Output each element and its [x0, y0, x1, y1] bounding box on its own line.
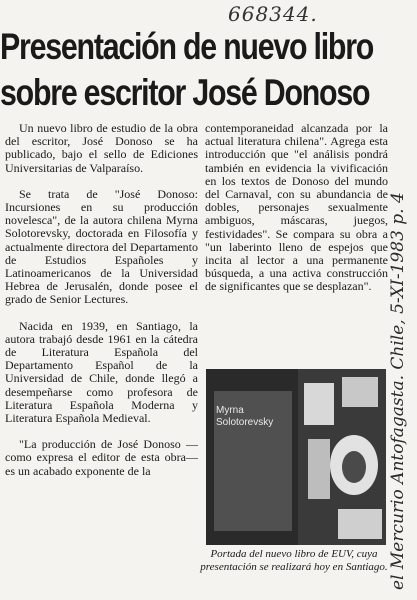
cover-author-first: Myrna	[216, 405, 244, 416]
article-paragraph: contemporaneidad alcanzada por la actual literatura chilena". Agrega esta introducción que "el análisis pondrá también en evidencia la vivificación en los textos de Donoso del mundo del Carnaval, con su abundancia de dobles, personajes sexualmente ambiguos, máscaras, juegos, festividades". Se compara su obra a "un laberinto lleno de espejos que incita al lector a una permanente búsqueda, a una activa construcción de significantes que se desplazan".	[205, 121, 388, 294]
article-right-column	[205, 122, 388, 307]
headline-line-2: sobre escritor José Donoso	[0, 72, 370, 113]
article-left-column	[5, 122, 198, 491]
article-paragraph: Un nuevo libro de estudio de la obra del escritor, José Donoso se ha publicado, bajo el sello de Ediciones Universitarias de Valparaíso.	[5, 121, 198, 175]
article-paragraph: Se trata de "José Donoso: Incursiones en su producción novelesca", de la autora chilena Myrna Solotorevsky, doctorada en Filosofía y actualmente directora del Departamento de Estudios Españoles y Latinoamericanos de la Universidad Hebrea de Jerusalén, donde posee el grado de Senior Lectures.	[5, 186, 198, 307]
photo-caption: Portada del nuevo libro de EUV, cuya presentación se realizará hoy en Santiago.	[200, 548, 388, 573]
article-paragraph: Nacida en 1939, en Santiago, la autora trabajó desde 1961 en la cátedra de Literatura Española del Departamento Español de la Universidad de Chile, donde llegó a desempeñarse como profesora de Literatura Española Moderna y Literatura Española Medieval.	[5, 318, 198, 426]
article-paragraph: "La producción de José Donoso —como expresa el editor de esta obra— es un acabado exponente de la	[5, 437, 198, 478]
source-note-text: el Mercurio Antofagasta. Chile, 5-XI-1983 p. 4	[388, 192, 408, 590]
cover-author-name	[216, 405, 273, 429]
cover-author-last: Solotorevsky	[216, 417, 274, 428]
book-cover-photo	[206, 369, 386, 545]
handwritten-source-note	[380, 100, 416, 600]
cover-artwork	[298, 369, 386, 545]
handwritten-catalog-number: 668344.	[228, 2, 318, 26]
headline	[0, 24, 374, 116]
headline-line-1: Presentación de nuevo libro	[0, 26, 374, 67]
